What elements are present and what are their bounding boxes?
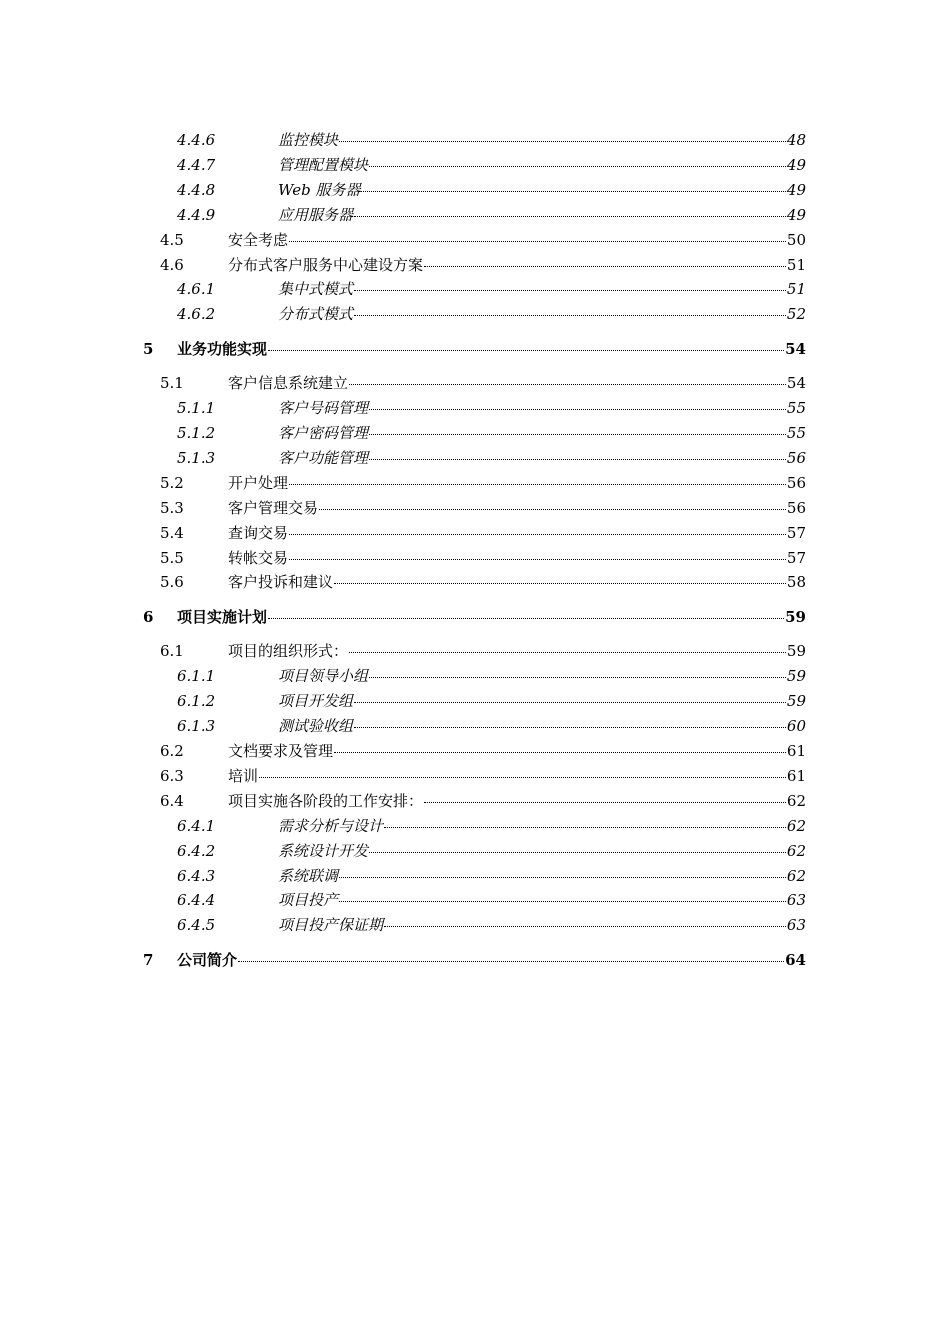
toc-entry[interactable]	[177, 153, 806, 175]
dot-leader	[424, 786, 786, 803]
toc-entry[interactable]	[160, 639, 806, 661]
toc-entry[interactable]	[160, 371, 806, 393]
toc-entry-page-number: 49	[786, 181, 806, 199]
dot-leader	[369, 418, 786, 435]
toc-entry[interactable]	[177, 839, 806, 861]
dot-leader	[289, 518, 786, 535]
toc-entry-page-number: 56	[786, 474, 806, 492]
toc-entry-page-number: 57	[786, 549, 806, 567]
toc-entry-number: 4.4.8	[177, 181, 216, 199]
toc-entry-number: 6	[143, 608, 154, 626]
toc-entry-title: 文档要求及管理	[228, 742, 334, 760]
toc-entry-page-number: 62	[786, 867, 806, 885]
toc-entry[interactable]	[160, 764, 806, 786]
toc-entry-title: 业务功能实现	[177, 340, 268, 358]
dot-leader	[334, 736, 786, 753]
dot-leader	[361, 175, 785, 192]
toc-entry[interactable]	[160, 546, 806, 568]
toc-entry[interactable]	[177, 302, 806, 324]
toc-entry-title: 分布式模式	[278, 305, 354, 323]
dot-leader	[354, 299, 786, 316]
toc-entry-page-number: 56	[786, 449, 806, 467]
toc-entry-title: 客户信息系统建立	[228, 374, 349, 392]
toc-entry-title: 集中式模式	[278, 280, 354, 298]
dot-leader	[289, 225, 786, 242]
toc-entry-title: 客户功能管理	[278, 449, 369, 467]
toc-entry[interactable]	[177, 178, 806, 200]
toc-entry-page-number: 63	[786, 916, 806, 934]
toc-chapter-entry[interactable]	[143, 605, 806, 627]
dot-leader	[354, 200, 786, 217]
toc-entry[interactable]	[177, 913, 806, 935]
toc-entry-page-number: 56	[786, 499, 806, 517]
toc-entry-page-number: 55	[786, 399, 806, 417]
toc-entry[interactable]	[177, 888, 806, 910]
toc-entry-page-number: 59	[786, 667, 806, 685]
toc-entry-number: 7	[143, 951, 154, 969]
dot-leader	[384, 910, 786, 927]
toc-entry-title: 项目实施计划	[177, 608, 268, 626]
toc-entry[interactable]	[160, 789, 806, 811]
toc-entry-number: 5.6	[160, 573, 184, 591]
toc-entry-number: 6.2	[160, 742, 184, 760]
toc-entry[interactable]	[160, 570, 806, 592]
toc-entry[interactable]	[177, 203, 806, 225]
toc-entry-number: 6.1	[160, 642, 184, 660]
toc-entry-title: 监控模块	[278, 131, 339, 149]
toc-entry-number: 6.4.2	[177, 842, 216, 860]
toc-entry-page-number: 54	[786, 374, 806, 392]
toc-entry-number: 6.1.1	[177, 667, 216, 685]
toc-entry-number: 4.5	[160, 231, 184, 249]
dot-leader	[369, 150, 786, 167]
toc-entry-page-number: 54	[785, 340, 806, 358]
dot-leader	[259, 761, 786, 778]
toc-entry-number: 4.6	[160, 256, 184, 274]
dot-leader	[354, 274, 786, 291]
toc-chapter-entry[interactable]	[143, 948, 806, 970]
toc-entry-title: 需求分析与设计	[278, 817, 384, 835]
toc-entry-page-number: 55	[786, 424, 806, 442]
toc-entry-page-number: 51	[786, 280, 806, 298]
dot-leader	[369, 836, 786, 853]
toc-entry-number: 6.4.3	[177, 867, 216, 885]
toc-chapter-entry[interactable]	[143, 337, 806, 359]
toc-entry-page-number: 62	[786, 842, 806, 860]
toc-entry-page-number: 61	[786, 742, 806, 760]
toc-entry-page-number: 57	[786, 524, 806, 542]
toc-entry-title: 系统设计开发	[278, 842, 369, 860]
toc-entry-number: 5.1.2	[177, 424, 216, 442]
dot-leader	[268, 602, 784, 619]
toc-entry-number: 5.1.3	[177, 449, 216, 467]
dot-leader	[369, 661, 786, 678]
dot-leader	[349, 368, 786, 385]
toc-entry[interactable]	[177, 814, 806, 836]
toc-entry-page-number: 62	[786, 792, 806, 810]
toc-entry[interactable]	[177, 446, 806, 468]
toc-entry-title: 安全考虑	[228, 231, 289, 249]
toc-entry[interactable]	[177, 128, 806, 150]
toc-entry-title: 查询交易	[228, 524, 289, 542]
toc-entry-title: 项目投产保证期	[278, 916, 384, 934]
toc-entry[interactable]	[177, 277, 806, 299]
dot-leader	[354, 711, 786, 728]
toc-entry-title: 转帐交易	[228, 549, 289, 567]
toc-entry-page-number: 59	[785, 608, 806, 626]
toc-entry-title: Web 服务器	[278, 181, 361, 199]
toc-entry-title: 项目开发组	[278, 692, 354, 710]
toc-entry-title: 客户管理交易	[228, 499, 319, 517]
toc-entry-number: 5.5	[160, 549, 184, 567]
toc-entry-page-number: 59	[786, 692, 806, 710]
toc-entry-number: 6.4.4	[177, 891, 216, 909]
toc-entry[interactable]	[160, 253, 806, 275]
toc-entry-page-number: 50	[786, 231, 806, 249]
dot-leader	[289, 543, 786, 560]
toc-entry-title: 系统联调	[278, 867, 339, 885]
dot-leader	[339, 125, 786, 142]
toc-entry-title: 客户投诉和建议	[228, 573, 334, 591]
toc-entry[interactable]	[160, 471, 806, 493]
toc-entry-page-number: 48	[786, 131, 806, 149]
toc-entry-page-number: 63	[786, 891, 806, 909]
toc-entry-number: 6.4.5	[177, 916, 216, 934]
dot-leader	[384, 811, 786, 828]
toc-entry-number: 4.4.9	[177, 206, 216, 224]
toc-entry-title: 公司简介	[177, 951, 238, 969]
dot-leader	[334, 567, 786, 584]
toc-entry-number: 6.1.2	[177, 692, 216, 710]
toc-entry-number: 5.2	[160, 474, 184, 492]
toc-entry-number: 5.3	[160, 499, 184, 517]
dot-leader	[268, 334, 784, 351]
toc-entry[interactable]	[177, 664, 806, 686]
dot-leader	[369, 393, 786, 410]
dot-leader	[319, 493, 786, 510]
toc-entry[interactable]	[160, 521, 806, 543]
dot-leader	[238, 945, 784, 962]
dot-leader	[339, 861, 786, 878]
toc-entry-title: 开户处理	[228, 474, 289, 492]
toc-entry-title: 客户密码管理	[278, 424, 369, 442]
toc-entry-page-number: 49	[786, 206, 806, 224]
toc-entry-number: 6.4	[160, 792, 184, 810]
toc-entry-page-number: 60	[786, 717, 806, 735]
toc-entry-title: 测试验收组	[278, 717, 354, 735]
toc-entry-number: 5.4	[160, 524, 184, 542]
toc-entry-title: 项目的组织形式：	[228, 642, 349, 660]
toc-entry-page-number: 62	[786, 817, 806, 835]
toc-entry-number: 6.4.1	[177, 817, 216, 835]
toc-entry-number: 5	[143, 340, 154, 358]
toc-entry-title: 客户号码管理	[278, 399, 369, 417]
toc-entry[interactable]	[177, 864, 806, 886]
dot-leader	[289, 468, 786, 485]
toc-entry-number: 4.6.2	[177, 305, 216, 323]
toc-entry-page-number: 59	[786, 642, 806, 660]
toc-entry-page-number: 51	[786, 256, 806, 274]
toc-entry-number: 5.1.1	[177, 399, 216, 417]
toc-entry[interactable]	[177, 714, 806, 736]
toc-entry-page-number: 52	[786, 305, 806, 323]
dot-leader	[339, 885, 786, 902]
toc-entry-title: 应用服务器	[278, 206, 354, 224]
toc-entry-number: 4.4.7	[177, 156, 216, 174]
toc-entry-page-number: 58	[786, 573, 806, 591]
toc-entry[interactable]	[160, 228, 806, 250]
toc-entry-number: 6.1.3	[177, 717, 216, 735]
toc-entry-number: 4.4.6	[177, 131, 216, 149]
toc-entry-page-number: 49	[786, 156, 806, 174]
toc-entry-title: 项目投产	[278, 891, 339, 909]
toc-entry[interactable]	[177, 421, 806, 443]
toc-entry-title: 项目领导小组	[278, 667, 369, 685]
toc-entry[interactable]	[160, 496, 806, 518]
toc-entry-title: 管理配置模块	[278, 156, 369, 174]
toc-entry-page-number: 61	[786, 767, 806, 785]
toc-entry[interactable]	[177, 689, 806, 711]
toc-entry-title: 分布式客户服务中心建设方案	[228, 256, 424, 274]
toc-entry[interactable]	[160, 739, 806, 761]
dot-leader	[354, 686, 786, 703]
toc-entry-number: 5.1	[160, 374, 184, 392]
toc-entry[interactable]	[177, 396, 806, 418]
dot-leader	[349, 636, 786, 653]
toc-entry-page-number: 64	[785, 951, 806, 969]
dot-leader	[369, 443, 786, 460]
toc-entry-title: 项目实施各阶段的工作安排：	[228, 792, 424, 810]
toc-entry-number: 4.6.1	[177, 280, 216, 298]
toc-entry-number: 6.3	[160, 767, 184, 785]
toc-entry-title: 培训	[228, 767, 259, 785]
dot-leader	[424, 250, 786, 267]
